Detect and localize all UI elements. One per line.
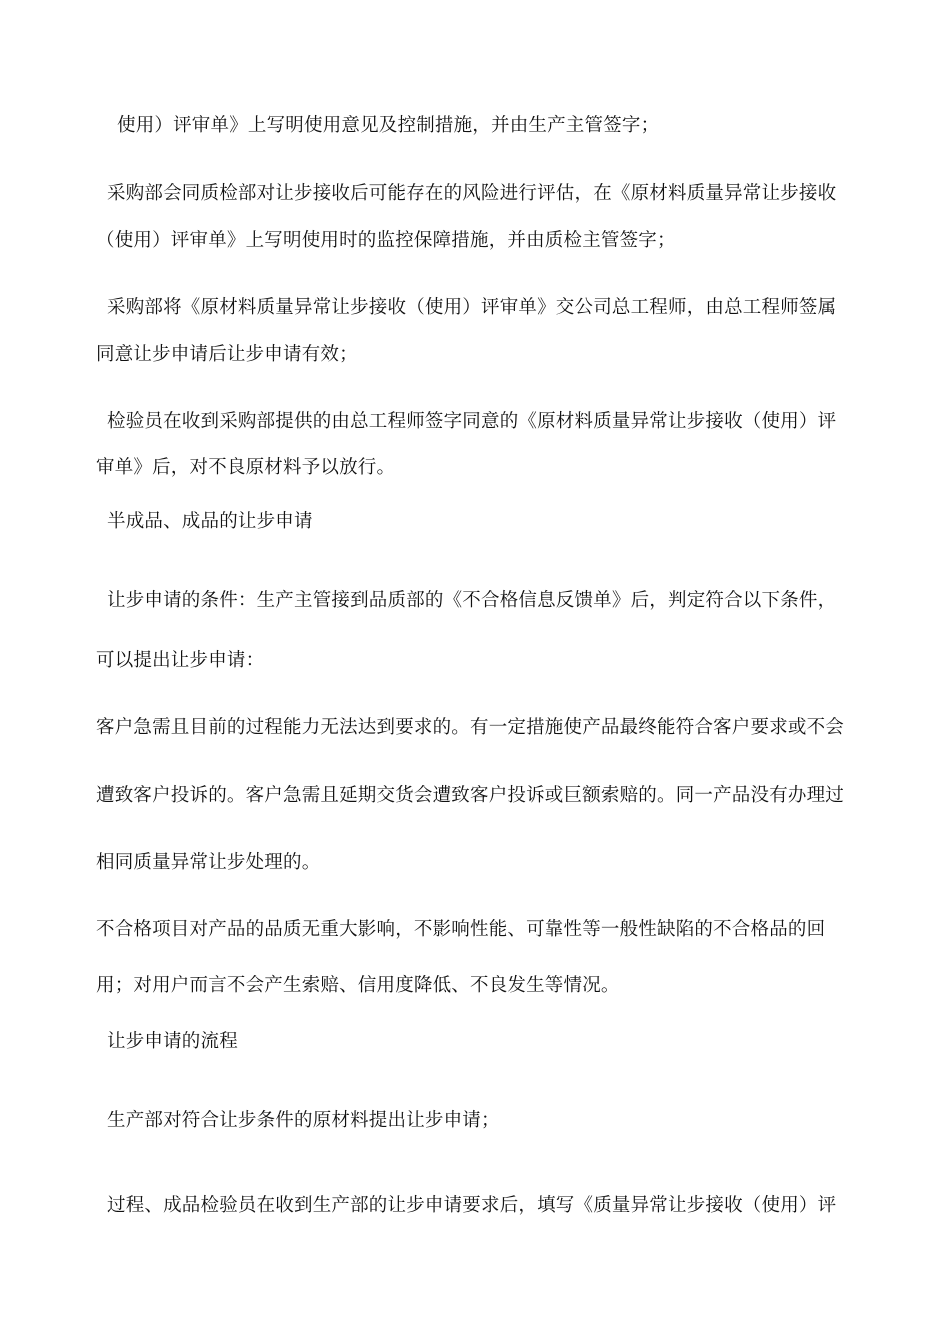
text-line: 同意让步申请后让步申请有效； <box>96 344 358 365</box>
text-line: 遭致客户投诉的。客户急需且延期交货会遭致客户投诉或巨额索赔的。同一产品没有办理过 <box>96 785 845 806</box>
section-heading: 半成品、成品的让步申请 <box>107 511 313 532</box>
text-line: 不合格项目对产品的品质无重大影响，不影响性能、可靠性等一般性缺陷的不合格品的回 <box>96 919 826 940</box>
text-line: 让步申请的条件：生产主管接到品质部的《不合格信息反馈单》后，判定符合以下条件， <box>107 590 837 611</box>
text-line: 检验员在收到采购部提供的由总工程师签字同意的《原材料质量异常让步接收（使用）评 <box>107 411 837 432</box>
text-line: 采购部将《原材料质量异常让步接收（使用）评审单》交公司总工程师，由总工程师签属 <box>107 297 837 318</box>
text-line: 生产部对符合让步条件的原材料提出让步申请； <box>107 1110 500 1131</box>
text-line: 用；对用户而言不会产生索赔、信用度降低、不良发生等情况。 <box>96 975 620 996</box>
text-line: 客户急需且目前的过程能力无法达到要求的。有一定措施使产品最终能符合客户要求或不会 <box>96 717 845 738</box>
text-line: 可以提出让步申请： <box>96 650 265 671</box>
text-line: 使用）评审单》上写明使用意见及控制措施，并由生产主管签字； <box>117 115 660 136</box>
text-line: 过程、成品检验员在收到生产部的让步申请要求后，填写《质量异常让步接收（使用）评 <box>107 1195 837 1216</box>
text-line: 相同质量异常让步处理的。 <box>96 852 321 873</box>
text-line: 审单》后，对不良原材料予以放行。 <box>96 457 396 478</box>
text-line: （使用）评审单》上写明使用时的监控保障措施，并由质检主管签字； <box>96 230 676 251</box>
section-heading: 让步申请的流程 <box>107 1031 238 1052</box>
text-line: 采购部会同质检部对让步接收后可能存在的风险进行评估，在《原材料质量异常让步接收 <box>107 183 837 204</box>
